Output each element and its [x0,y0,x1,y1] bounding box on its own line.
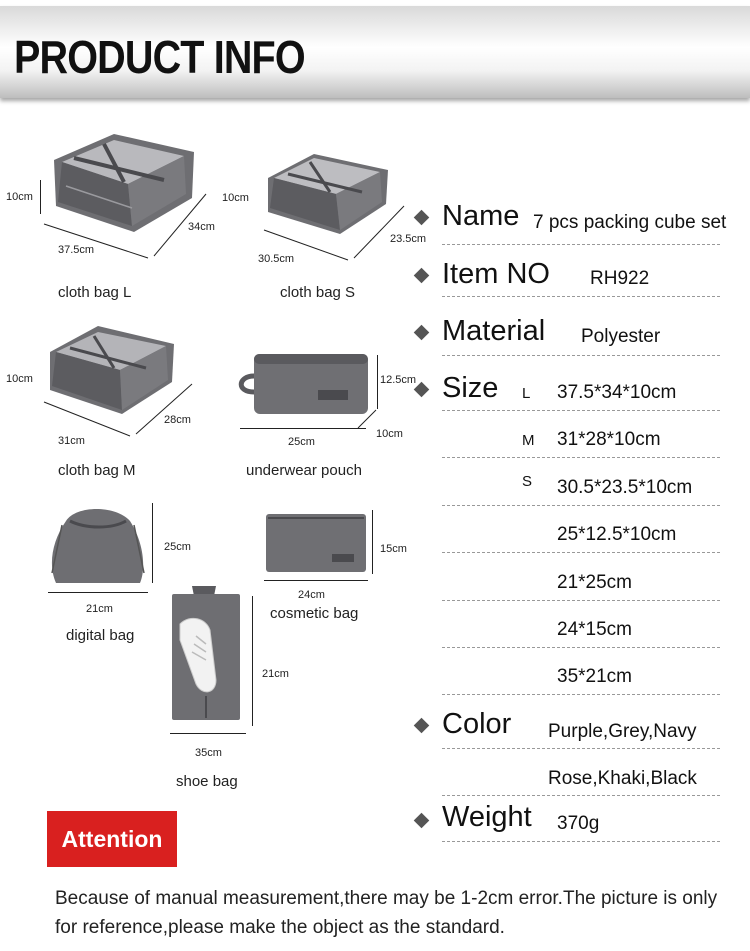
spec-color-value: Rose,Khaki,Black [548,768,697,789]
underwear-pouch-image [234,352,374,416]
product-caption: cosmetic bag [270,605,359,622]
dim-label: 25cm [164,541,191,553]
dim-label: 34cm [188,221,215,233]
shoe-bag-image [166,584,246,724]
dim-lines [260,200,410,264]
spec-item-no-label: Item NO [442,258,550,290]
size-value: 24*15cm [557,619,632,640]
size-value: 25*12.5*10cm [557,524,677,545]
spec-item-no-value: RH922 [590,268,650,289]
size-value: 30.5*23.5*10cm [557,477,693,498]
dim-label: 24cm [298,589,325,601]
dim-label: 37.5cm [58,244,95,256]
spec-name-value: 7 pcs packing cube set [533,212,727,233]
size-key: M [522,432,535,449]
bullet-diamond-icon [414,210,430,226]
dim-label: 10cm [376,428,403,440]
size-value: 35*21cm [557,666,632,687]
dim-label: 10cm [6,373,33,385]
product-caption: shoe bag [176,773,238,790]
bullet-diamond-icon [414,325,430,341]
spec-material-value: Polyester [581,326,661,347]
dim-lines [40,190,210,260]
dim-label: 21cm [262,668,289,680]
digital-bag-image [46,503,150,587]
spec-weight-label: Weight [442,801,532,833]
size-key: L [522,385,531,402]
spec-name-label: Name [442,200,520,232]
dim-label: 12.5cm [380,374,417,386]
bullet-diamond-icon [414,718,430,734]
page-title: PRODUCT INFO [14,31,305,83]
disclaimer-note: Because of manual measurement,there may be 1-2cm error.The picture is only for reference,please make the object as the standard. [55,888,718,938]
dim-label: 21cm [86,603,113,615]
dim-label: 25cm [288,436,315,448]
product-caption: digital bag [66,627,135,644]
cosmetic-bag-image [264,510,368,574]
spec-color-label: Color [442,708,512,740]
spec-size-label: Size [442,372,499,404]
size-value: 37.5*34*10cm [557,382,677,403]
dim-lines [356,408,380,430]
bullet-diamond-icon [414,813,430,829]
product-caption: cloth bag L [58,284,132,301]
product-caption: underwear pouch [246,462,362,479]
spec-weight-value: 370g [557,813,600,834]
size-key: S [522,473,533,490]
spec-material-label: Material [442,315,546,347]
dim-label: 35cm [195,747,222,759]
product-caption: cloth bag S [280,284,356,301]
bullet-diamond-icon [414,268,430,284]
size-value: 31*28*10cm [557,429,661,450]
dim-label: 10cm [222,192,249,204]
attention-badge: Attention [47,811,177,867]
header-banner [0,6,750,98]
dim-label: 31cm [58,435,85,447]
dim-lines [40,378,200,440]
spec-color-value: Purple,Grey,Navy [548,721,697,742]
dim-label: 28cm [164,414,191,426]
dim-label: 10cm [6,191,33,203]
dim-label: 30.5cm [258,253,295,265]
dim-label: 15cm [380,543,407,555]
product-caption: cloth bag M [58,462,136,479]
dim-label: 23.5cm [390,233,427,245]
size-value: 21*25cm [557,572,632,593]
